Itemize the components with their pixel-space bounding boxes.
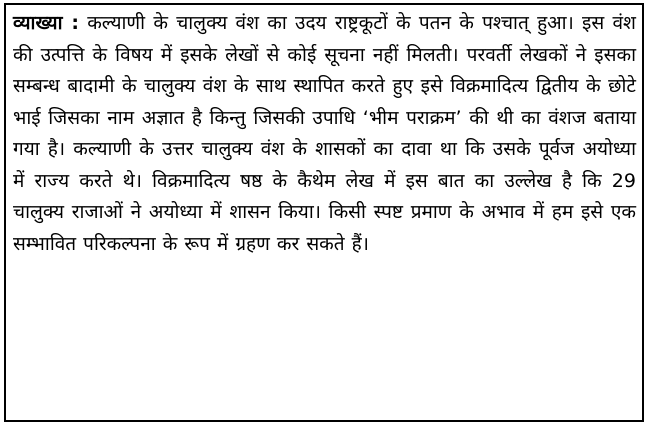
lead-label: व्याख्या : [13,12,79,34]
cut-off-next-line [4,424,644,432]
paragraph-text: कल्याणी के चालुक्य वंश का उदय राष्ट्रकूटों के पतन के पश्चात् हुआ। इस वंश की उत्पत्ति के विषय में इसके लेखों से कोई सूचना नहीं मिलती। परवर्ती लेखकों ने इसका सम्बन्ध बादामी के चालुक्य वंश के साथ स्थापित करते हुए इसे विक्रमादित्य द्वितीय के छोटे भाई जिसका नाम अज्ञात है किन्तु जिसकी उपाधि ‘भीम पराक्रम’ की थी का वंशज बताया गया है। कल्याणी के उत्तर चालुक्य वंश के शासकों का दावा था कि उसके पूर्वज अयोध्या में राज्य करते थे। विक्रमादित्य षष्ठ के कैथेम लेख में इस बात का उल्लेख है कि 29 चालुक्य राजाओं ने अयोध्या में शासन किया। किसी स्पष्ट प्रमाण के अभाव में हम इसे एक सम्भावित परिकल्पना के रूप में ग्रहण कर सकते हैं। [13,12,636,255]
explanation-paragraph [13,8,636,260]
text-box [4,3,644,422]
